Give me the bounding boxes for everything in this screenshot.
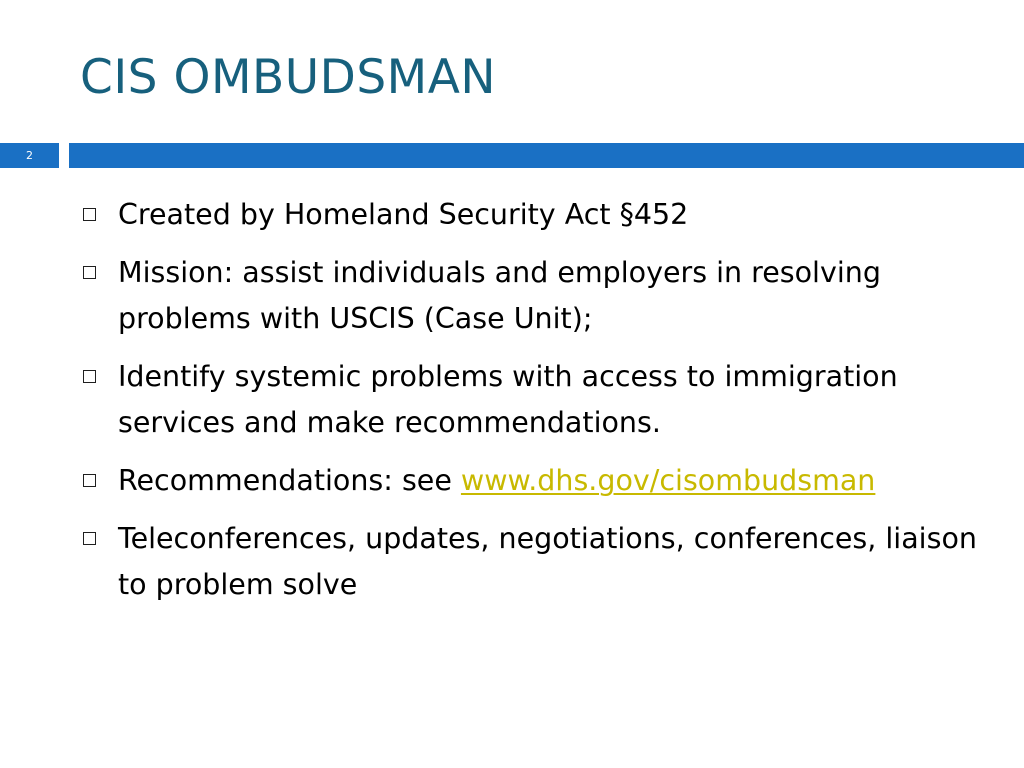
bullet-text: Mission: assist individuals and employers in resolving problems with USCIS (Case Unit); [118,256,881,335]
bullet-item [80,516,995,608]
bullet-text: Recommendations: see [118,464,461,497]
bullet-text: Created by Homeland Security Act §452 [118,198,689,231]
bullet-item [80,354,995,446]
bullet-item [80,250,995,342]
hollow-square-bullet-icon [83,370,96,383]
dhs-cisombudsman-link[interactable]: www.dhs.gov/cisombudsman [460,464,876,497]
bullet-list [80,192,995,620]
bullet-text: Teleconferences, updates, negotiations, conferences, liaison to problem solve [118,522,977,601]
hollow-square-bullet-icon [83,266,96,279]
slide-title: CIS OMBUDSMAN [80,50,497,105]
hollow-square-bullet-icon [83,208,96,221]
slide-number: 2 [26,149,33,162]
bullet-item [80,458,995,504]
bullet-item [80,192,995,238]
title-divider-bar [69,143,1024,168]
bullet-text: Identify systemic problems with access to immigration services and make recommendations. [118,360,898,439]
hollow-square-bullet-icon [83,532,96,545]
hollow-square-bullet-icon [83,474,96,487]
